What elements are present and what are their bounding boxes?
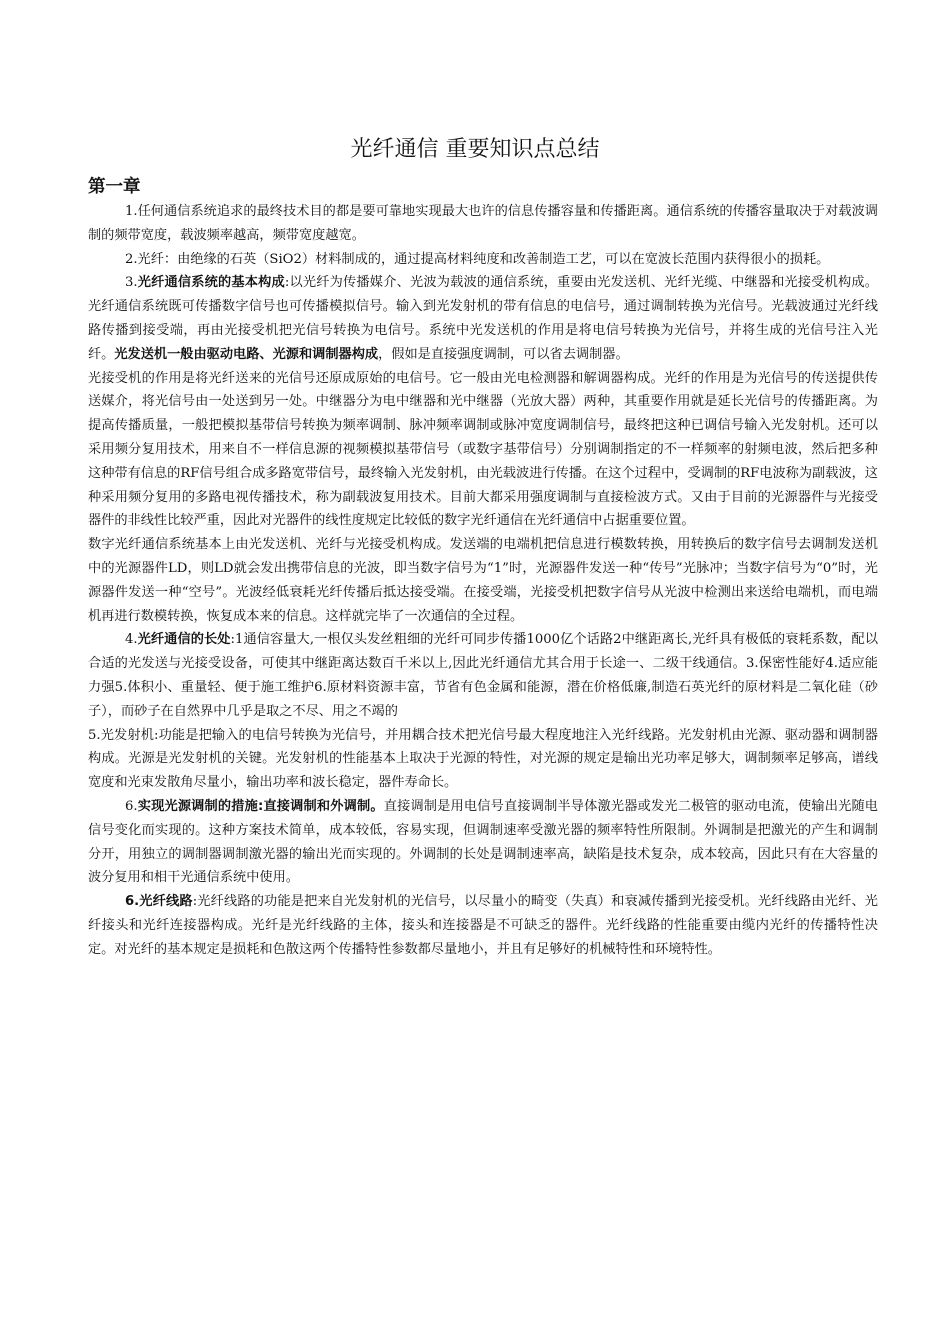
document-body [88,200,878,962]
paragraph-4: 光接受机的作用是将光纤送来的光信号还原成原始的电信号。它一般由光电检测器和解调器构成。光纤的作用是为光信号的传送提供传送媒介，将光信号由一处送到另一处。中继器分为电中继器和光中继器（光放大器）两种，其重要作用就是延长光信号的传播距离。为提高传播质量，一般把模拟基带信号转换为频率调制、脉冲频率调制或脉冲宽度调制信号，最终把这种已调信号输入光发射机。还可以采用频分复用技术，用来自不一样信息源的视频模拟基带信号（或数字基带信号）分别调制指定的不一样频率的射频电波，然后把多种这种带有信息的RF信号组合成多路宽带信号，最终输入光发射机，由光载波进行传播。在这个过程中，受调制的RF电波称为副载波，这种采用频分复用的多路电视传播技术，称为副载波复用技术。目前大都采用强度调制与直接检波方式。又由于目前的光源器件与光接受器件的非线性比较严重，因此对光器件的线性度规定比较低的数字光纤通信在光纤通信中占据重要位置。 [88,370,878,529]
chapter-heading: 第一章 [88,177,141,197]
paragraph-3-heading: 光纤通信系统的基本构成 [137,275,285,291]
paragraph-8-heading: 实现光源调制的措施:直接调制和外调制。 [137,798,384,814]
paragraph-1: 1.任何通信系统追求的最终技术目的都是要可靠地实现最大也许的信息传播容量和传播距离。通信系统的传播容量取决于对载波调制的频带宽度，载波频率越高，频带宽度越宽。 [88,204,878,243]
paragraph-6 [88,628,878,723]
paragraph-3-number: 3. [124,275,138,291]
paragraph-7: 5.光发射机:功能是把输入的电信号转换为光信号，并用耦合技术把光信号最大程度地注入光纤线路。光发射机由光源、驱动器和调制器构成。光源是光发射机的关键。光发射机的性能基本上取决于光源的特性，对光源的规定是输出光功率足够大，调制频率足够高，谱线宽度和光束发散角尽量小，输出功率和波长稳定，器件寿命长。 [88,727,878,791]
paragraph-3 [88,271,878,366]
paragraph-3-text-2: ，假如是直接强度调制，可以省去调制器。 [378,346,629,362]
document-title: 光纤通信 重要知识点总结 [350,137,600,162]
paragraph-9 [88,890,878,961]
paragraph-6-heading: 光纤通信的长处 [137,632,231,648]
paragraph-6-text: :1通信容量大,一根仅头发丝粗细的光纤可同步传播1000亿个话路2中继距离长,光纤具有极低的衰耗系数，配以合适的光发送与光接受设备，可使其中继距离达数百千米以上,因此光纤通信尤其合用于长途一、二级干线通信。3.保密性能好4.适应能力强5.体积小、重量轻、便于施工维护6.原材料资源丰富，节省有色金属和能源，潜在价格低廉,制造石英光纤的原材料是二氧化硅（砂子），而砂子在自然界中几乎是取之不尽、用之不竭的 [88,632,879,719]
paragraph-8-text: 直接调制是用电信号直接调制半导体激光器或发光二极管的驱动电流，使输出光随电信号变化而实现的。这种方案技术简单，成本较低，容易实现，但调制速率受激光器的频率特性所限制。外调制是把激光的产生和调制分开，用独立的调制器调制激光器的输出光而实现的。外调制的长处是调制速率高，缺陷是技术复杂，成本较高，因此只有在大容量的波分复用和相干光通信系统中使用。 [88,798,878,886]
paragraph-8-number: 6. [124,798,138,814]
paragraph-2: 2.光纤：由绝缘的石英（SiO2）材料制成的，通过提高材料纯度和改善制造工艺，可以在宽波长范围内获得很小的损耗。 [124,251,830,267]
paragraph-3-text-1: :以光纤为传播媒介、光波为载波的通信系统，重要由光发送机、光纤光缆、中继器和光接受机构成。光纤通信系统既可传播数字信号也可传播模拟信号。输入到光发射机的带有信息的电信号，通过调制转换为光信号。光载波通过光纤线路传播到接受端，再由光接受机把光信号转换为电信号。系统中光发送机的作用是将电信号转换为光信号，并将生成的光信号注入光纤。 [88,275,878,362]
paragraph-5: 数字光纤通信系统基本上由光发送机、光纤与光接受机构成。发送端的电端机把信息进行模数转换，用转换后的数字信号去调制发送机中的光源器件LD，则LD就会发出携带信息的光波，即当数字信号为“1”时，光源器件发送一种“传号”光脉冲；当数字信号为“0”时，光源器件发送一种“空号”。光波经低衰耗光纤传播后抵达接受端。在接受端，光接受机把数字信号从光波中检测出来送给电端机，而电端机再进行数模转换，恢复成本来的信息。这样就完毕了一次通信的全过程。 [88,537,878,624]
paragraph-9-text: :光纤线路的功能是把来自光发射机的光信号，以尽量小的畸变（失真）和衰减传播到光接受机。光纤线路由光纤、光纤接头和光纤连接器构成。光纤是光纤线路的主体，接头和连接器是不可缺乏的器件。光纤线路的性能重要由缆内光纤的传播特性决定。对光纤的基本规定是损耗和色散这两个传播特性参数都尽量地小，并且有足够好的机械特性和环境特性。 [88,894,878,957]
paragraph-3-emphasis: 光发送机一般由驱动电路、光源和调制器构成 [114,346,379,362]
paragraph-6-number: 4. [124,632,138,648]
paragraph-9-heading: 6.光纤线路 [124,894,193,910]
paragraph-8 [88,795,878,890]
